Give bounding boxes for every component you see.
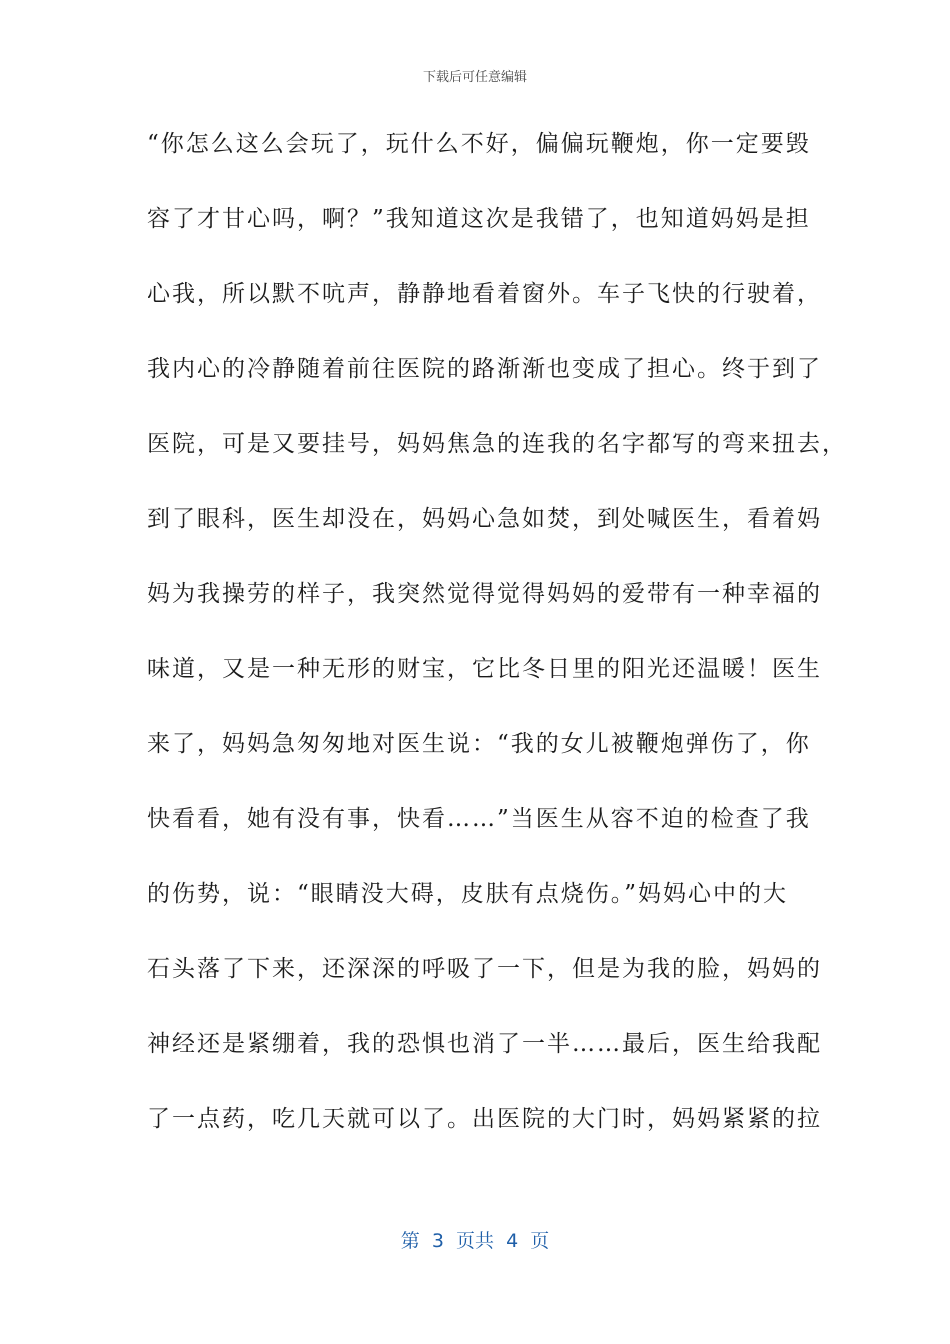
text-line: “你怎么这么会玩了，玩什么不好，偏偏玩鞭炮，你一定要毁: [147, 131, 811, 157]
text-line: 味道，又是一种无形的财宝，它比冬日里的阳光还温暖！医生: [147, 656, 822, 682]
text-line: 我内心的冷静随着前往医院的路渐渐也变成了担心。终于到了: [147, 356, 822, 382]
text-line: 到了眼科，医生却没在，妈妈心急如焚，到处喊医生，看着妈: [147, 506, 822, 532]
text-line: 妈为我操劳的样子，我突然觉得觉得妈妈的爱带有一种幸福的: [147, 581, 822, 607]
text-line: 心我，所以默不吭声，静静地看着窗外。车子飞快的行驶着，: [147, 281, 822, 307]
text-line: 神经还是紧绷着，我的恐惧也消了一半……最后，医生给我配: [147, 1031, 822, 1057]
document-body: [147, 124, 847, 1174]
text-line: 了一点药，吃几天就可以了。出医院的大门时，妈妈紧紧的拉: [147, 1106, 822, 1132]
text-line: 来了，妈妈急匆匆地对医生说：“我的女儿被鞭炮弹伤了，你: [147, 731, 811, 757]
page-number-footer: 第 3 页共 4 页: [400, 1230, 550, 1252]
text-line: 石头落了下来，还深深的呼吸了一下，但是为我的脸，妈妈的: [147, 956, 822, 982]
text-line: 医院，可是又要挂号，妈妈焦急的连我的名字都写的弯来扭去，: [147, 431, 847, 457]
text-line: 容了才甘心吗，啊？”我知道这次是我错了，也知道妈妈是担: [147, 206, 811, 232]
page-header-note: 下载后可任意编辑: [422, 70, 527, 85]
text-line: 快看看，她有没有事，快看……”当医生从容不迫的检查了我: [147, 806, 811, 832]
text-line: 的伤势，说：“眼睛没大碍，皮肤有点烧伤。”妈妈心中的大: [147, 881, 789, 907]
